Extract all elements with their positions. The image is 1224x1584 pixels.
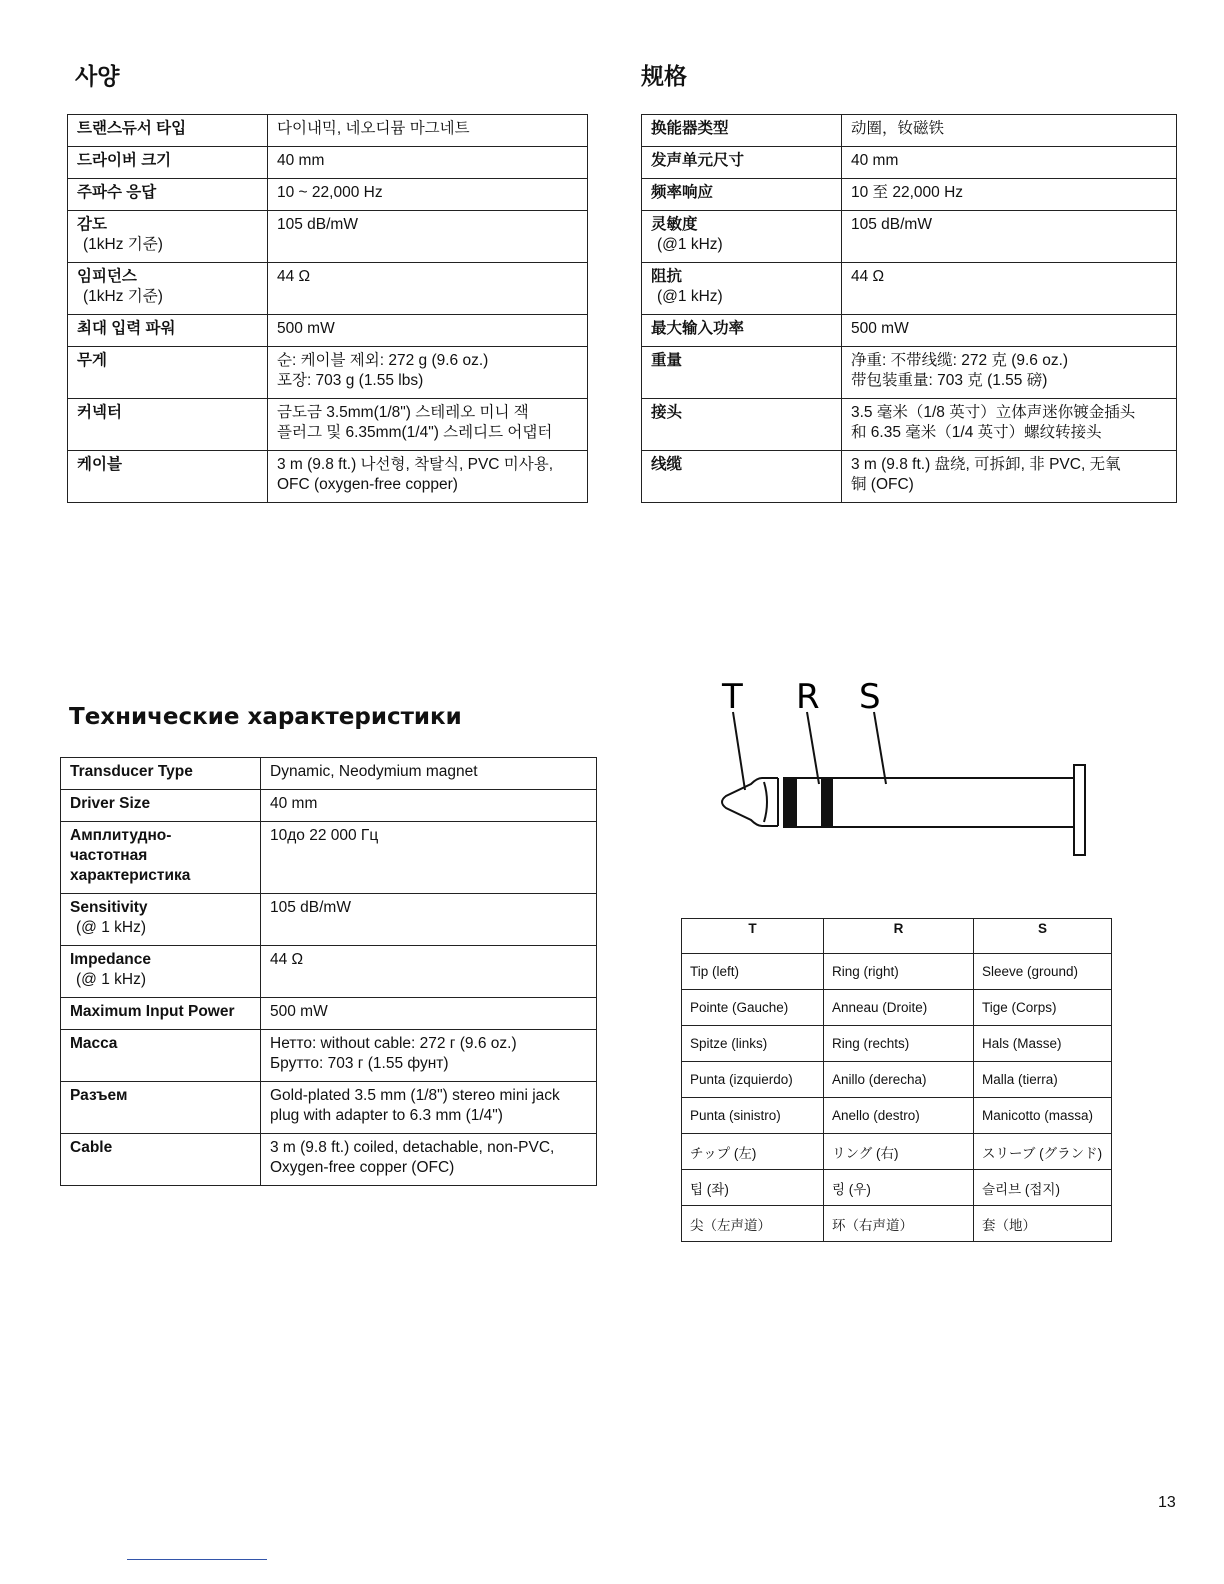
plug-label-s: S: [859, 677, 881, 717]
plug-pointer-s: [874, 712, 886, 784]
spec-value-line: 10 至 22,000 Hz: [851, 184, 964, 201]
spec-label-cell: [642, 451, 842, 503]
spec-value-line: 플러그 및 6.35mm(1/4") 스레디드 어댑터: [277, 424, 553, 441]
trs-cell: Malla (tierra): [974, 1062, 1112, 1098]
spec-row: [68, 211, 588, 263]
spec-value-cell: [842, 263, 1177, 315]
spec-row: [61, 946, 597, 998]
spec-row: [68, 451, 588, 503]
spec-value-cell: [268, 211, 588, 263]
trs-cell: Punta (izquierdo): [682, 1062, 824, 1098]
spec-row: [68, 347, 588, 399]
spec-label-condition: (1kHz 기준): [83, 236, 163, 253]
trs-cell: Anello (destro): [824, 1098, 974, 1134]
spec-value-line: 40 mm: [277, 152, 325, 169]
spec-value-line: 105 dB/mW: [851, 216, 932, 233]
spec-row: [61, 1134, 597, 1186]
spec-value-line: Брутто: 703 г (1.55 фунт): [270, 1055, 449, 1072]
spec-label: 드라이버 크기: [77, 152, 172, 169]
spec-value-cell: [268, 115, 588, 147]
spec-value-line: 10до 22 000 Гц: [270, 827, 379, 844]
trs-row: [682, 954, 1112, 990]
spec-value-line: 40 mm: [270, 795, 318, 812]
spec-label-cell: [68, 399, 268, 451]
trs-cell: 套（地）: [974, 1206, 1112, 1242]
trs-cell: 팁 (좌): [682, 1170, 824, 1206]
trs-cell: Spitze (links): [682, 1026, 824, 1062]
spec-row: [61, 758, 597, 790]
spec-label-cell: [61, 758, 261, 790]
spec-value-line: 3 m (9.8 ft.) coiled, detachable, non-PVC,: [270, 1139, 555, 1156]
spec-value-line: Oxygen-free copper (OFC): [270, 1159, 455, 1176]
spec-label-condition: (@1 kHz): [657, 236, 723, 253]
spec-value-line: Gold-plated 3.5 mm (1/8") stereo mini jack: [270, 1087, 560, 1104]
plug-sleeve-insulator: [822, 778, 832, 827]
spec-label-cell: [642, 399, 842, 451]
spec-value-line: 500 mW: [277, 320, 335, 337]
spec-value-cell: [842, 211, 1177, 263]
spec-row: [642, 179, 1177, 211]
spec-value-line: 动圈，钕磁铁: [851, 120, 945, 137]
trs-cell: Pointe (Gauche): [682, 990, 824, 1026]
spec-label: Амплитудно- частотная характеристика: [70, 827, 191, 884]
spec-value-cell: [261, 894, 597, 946]
spec-label: Sensitivity: [70, 899, 148, 916]
spec-value-cell: [268, 315, 588, 347]
russian-section-title: Технические характеристики: [69, 704, 462, 730]
spec-value-line: 44 Ω: [277, 268, 311, 285]
spec-label-cell: [61, 894, 261, 946]
spec-label-cell: [68, 179, 268, 211]
spec-label-cell: [61, 1030, 261, 1082]
spec-label-condition: (@1 kHz): [657, 288, 723, 305]
spec-value-cell: [261, 1082, 597, 1134]
spec-value-line: 105 dB/mW: [277, 216, 358, 233]
trs-row: [682, 1062, 1112, 1098]
spec-value-cell: [842, 315, 1177, 347]
spec-row: [642, 399, 1177, 451]
spec-label-cell: [68, 451, 268, 503]
spec-label: 频率响应: [651, 184, 714, 201]
spec-label: Maximum Input Power: [70, 1003, 235, 1020]
plug-drawing: [722, 712, 1085, 855]
spec-value-line: 500 mW: [851, 320, 909, 337]
trs-row: [682, 1206, 1112, 1242]
trs-cell: Anneau (Droite): [824, 990, 974, 1026]
plug-ring-insulator: [784, 778, 796, 827]
spec-value-cell: [268, 399, 588, 451]
spec-label: 무게: [77, 352, 107, 369]
spec-row: [642, 115, 1177, 147]
spec-value-cell: [268, 451, 588, 503]
spec-label-cell: [642, 211, 842, 263]
spec-value-cell: [261, 790, 597, 822]
spec-value-line: 和 6.35 毫米（1/4 英寸）螺纹转接头: [851, 424, 1102, 441]
spec-label: Impedance: [70, 951, 151, 968]
spec-value-line: Нетто: without cable: 272 г (9.6 oz.): [270, 1035, 517, 1052]
spec-row: [68, 263, 588, 315]
spec-label-cell: [61, 1082, 261, 1134]
trs-cell: Tige (Corps): [974, 990, 1112, 1026]
spec-label: 灵敏度: [651, 216, 698, 233]
spec-label: Разъем: [70, 1087, 128, 1104]
spec-label-condition: (1kHz 기준): [83, 288, 163, 305]
trs-cell: リング (右): [824, 1134, 974, 1170]
spec-row: [68, 399, 588, 451]
chinese-spec-table: [641, 114, 1177, 503]
spec-value-line: 10 ~ 22,000 Hz: [277, 184, 383, 201]
trs-row: [682, 1134, 1112, 1170]
spec-label: Macca: [70, 1035, 118, 1052]
plug-tip-inner-arc: [764, 782, 767, 822]
spec-row: [61, 1030, 597, 1082]
spec-value-line: 44 Ω: [851, 268, 885, 285]
spec-value-cell: [261, 946, 597, 998]
spec-row: [642, 211, 1177, 263]
spec-value-line: 포장: 703 g (1.55 lbs): [277, 372, 424, 389]
trs-cell: 尖（左声道）: [682, 1206, 824, 1242]
spec-value-line: 带包装重量: 703 克 (1.55 磅): [851, 372, 1048, 389]
trs-row: [682, 1026, 1112, 1062]
trs-cell: Sleeve (ground): [974, 954, 1112, 990]
spec-value-line: 3.5 毫米（1/8 英寸）立体声迷你镀金插头: [851, 404, 1136, 421]
trs-row: [682, 990, 1112, 1026]
trs-header-s: S: [974, 919, 1112, 954]
plug-label-t: T: [722, 677, 743, 717]
spec-row: [642, 451, 1177, 503]
spec-value-cell: [842, 147, 1177, 179]
spec-row: [61, 1082, 597, 1134]
page-number: 13: [1158, 1494, 1176, 1511]
spec-label-cell: [642, 263, 842, 315]
spec-label-cell: [642, 347, 842, 399]
spec-label-cell: [61, 822, 261, 894]
spec-value-line: 500 mW: [270, 1003, 328, 1020]
spec-value-cell: [268, 263, 588, 315]
spec-label: 임피던스: [77, 268, 137, 285]
spec-label: 주파수 응답: [77, 184, 157, 201]
spec-label-cell: [68, 347, 268, 399]
spec-value-line: 40 mm: [851, 152, 899, 169]
spec-label-cell: [642, 315, 842, 347]
spec-value-cell: [268, 347, 588, 399]
spec-row: [61, 998, 597, 1030]
spec-value-cell: [261, 822, 597, 894]
trs-cell: Manicotto (massa): [974, 1098, 1112, 1134]
spec-label: 최대 입력 파워: [77, 320, 176, 337]
trs-row: [682, 1098, 1112, 1134]
spec-value-cell: [842, 451, 1177, 503]
spec-label: Cable: [70, 1139, 113, 1156]
spec-row: [642, 147, 1177, 179]
plug-pointer-r: [807, 712, 819, 784]
spec-label-cell: [68, 263, 268, 315]
trs-row: [682, 1170, 1112, 1206]
spec-row: [68, 115, 588, 147]
spec-label: Transducer Type: [70, 763, 193, 780]
spec-label: 最大输入功率: [651, 320, 745, 337]
spec-row: [642, 263, 1177, 315]
spec-value-line: 3 m (9.8 ft.) 나선형, 착탈식, PVC 미사용,: [277, 456, 554, 473]
spec-value-cell: [261, 1134, 597, 1186]
spec-row: [642, 347, 1177, 399]
korean-spec-table: [67, 114, 588, 503]
spec-label: 감도: [77, 216, 107, 233]
spec-label: 换能器类型: [651, 120, 729, 137]
spec-value-line: 铜 (OFC): [851, 476, 914, 493]
spec-value-line: 3 m (9.8 ft.) 盘绕, 可拆卸, 非 PVC, 无氧: [851, 456, 1121, 473]
spec-row: [61, 790, 597, 822]
plug-pointer-t: [733, 712, 745, 790]
spec-value-line: Dynamic, Neodymium magnet: [270, 763, 478, 780]
spec-label: 커넥터: [77, 404, 122, 421]
korean-section-title: 사양: [75, 64, 120, 90]
spec-value-line: 다이내믹, 네오디뮴 마그네트: [277, 120, 470, 137]
spec-label: 接头: [651, 404, 683, 421]
spec-label-cell: [61, 998, 261, 1030]
footer-rule: [127, 1559, 267, 1560]
spec-row: [61, 822, 597, 894]
plug-end-flange: [1074, 765, 1085, 855]
spec-label-cell: [68, 115, 268, 147]
spec-value-cell: [842, 179, 1177, 211]
trs-cell: 링 (우): [824, 1170, 974, 1206]
spec-value-cell: [842, 347, 1177, 399]
chinese-section-title: 规格: [641, 64, 687, 90]
spec-label-cell: [61, 1134, 261, 1186]
spec-value-cell: [261, 998, 597, 1030]
spec-row: [68, 315, 588, 347]
spec-label: 트랜스듀서 타입: [77, 120, 187, 137]
spec-value-line: 44 Ω: [270, 951, 304, 968]
spec-label-condition: (@ 1 kHz): [76, 919, 146, 936]
spec-label-cell: [642, 115, 842, 147]
trs-language-table: [681, 918, 1112, 1242]
spec-label: 케이블: [77, 456, 122, 473]
spec-label: 线缆: [651, 456, 683, 473]
trs-cell: Ring (rechts): [824, 1026, 974, 1062]
trs-cell: 环（右声道）: [824, 1206, 974, 1242]
spec-label-condition: (@ 1 kHz): [76, 971, 146, 988]
spec-value-cell: [842, 115, 1177, 147]
trs-cell: 슬리브 (접지): [974, 1170, 1112, 1206]
spec-value-cell: [842, 399, 1177, 451]
spec-value-line: OFC (oxygen-free copper): [277, 476, 458, 493]
trs-cell: チップ (左): [682, 1134, 824, 1170]
spec-label: 阻抗: [651, 268, 683, 285]
spec-label-cell: [68, 315, 268, 347]
trs-cell: スリーブ (グランド): [974, 1134, 1112, 1170]
trs-cell: Tip (left): [682, 954, 824, 990]
spec-label-cell: [642, 179, 842, 211]
spec-label: 重量: [651, 352, 683, 369]
spec-value-line: 净重: 不带线缆: 272 克 (9.6 oz.): [851, 352, 1069, 369]
trs-plug-diagram: [700, 672, 1100, 867]
plug-tip-outline: [722, 778, 778, 826]
trs-header-r: R: [824, 919, 974, 954]
trs-header-row: [682, 919, 1112, 954]
spec-row: [68, 147, 588, 179]
spec-label: 发声单元尺寸: [651, 152, 745, 169]
spec-label-cell: [61, 790, 261, 822]
spec-label-cell: [61, 946, 261, 998]
trs-cell: Punta (sinistro): [682, 1098, 824, 1134]
spec-value-cell: [268, 147, 588, 179]
spec-row: [642, 315, 1177, 347]
spec-label-cell: [68, 211, 268, 263]
spec-label-cell: [642, 147, 842, 179]
plug-ring-band: [796, 778, 822, 827]
spec-value-cell: [261, 1030, 597, 1082]
spec-row: [61, 894, 597, 946]
trs-cell: Ring (right): [824, 954, 974, 990]
spec-label: Driver Size: [70, 795, 151, 812]
spec-value-line: 순: 케이블 제외: 272 g (9.6 oz.): [277, 352, 489, 369]
russian-spec-table: [60, 757, 597, 1186]
trs-header-t: T: [682, 919, 824, 954]
spec-value-line: 금도금 3.5mm(1/8") 스테레오 미니 잭: [277, 404, 529, 421]
spec-value-line: plug with adapter to 6.3 mm (1/4"): [270, 1107, 503, 1124]
spec-value-cell: [268, 179, 588, 211]
spec-label-cell: [68, 147, 268, 179]
plug-label-r: R: [796, 677, 820, 717]
trs-cell: Hals (Masse): [974, 1026, 1112, 1062]
spec-value-line: 105 dB/mW: [270, 899, 351, 916]
trs-cell: Anillo (derecha): [824, 1062, 974, 1098]
spec-value-cell: [261, 758, 597, 790]
spec-row: [68, 179, 588, 211]
